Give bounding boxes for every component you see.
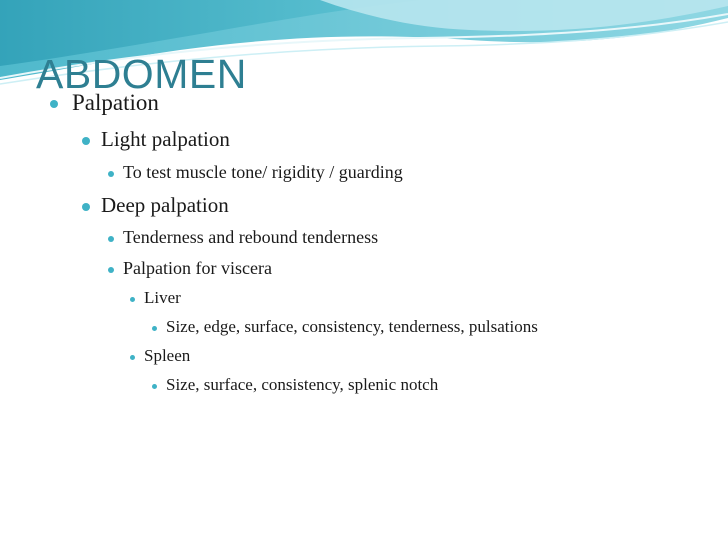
bullet-icon	[82, 203, 90, 211]
bullet-spleen-detail: Size, surface, consistency, splenic notch	[166, 375, 439, 394]
bullet-spleen: Spleen	[144, 346, 191, 365]
bullet-liver: Liver	[144, 288, 181, 307]
bullet-tenderness: Tenderness and rebound tenderness	[123, 227, 379, 247]
bullet-deep-palpation: Deep palpation	[101, 193, 229, 217]
bullet-icon	[108, 267, 114, 273]
bullet-palpation: Palpation	[72, 90, 159, 115]
bullet-icon	[152, 384, 157, 389]
bullet-icon	[108, 236, 114, 242]
bullet-liver-detail: Size, edge, surface, consistency, tenderness, pulsations	[166, 317, 538, 336]
bullet-icon	[108, 171, 114, 177]
slide-title: ABDOMEN	[36, 51, 247, 97]
bullet-icon	[82, 137, 90, 145]
bullet-icon	[130, 297, 135, 302]
bullet-icon	[130, 355, 135, 360]
bullet-icon	[152, 326, 157, 331]
bullet-icon	[50, 100, 58, 108]
bullet-viscera: Palpation for viscera	[123, 258, 272, 278]
bullet-light-palpation: Light palpation	[101, 127, 230, 151]
bullet-light-detail: To test muscle tone/ rigidity / guarding	[123, 162, 403, 182]
